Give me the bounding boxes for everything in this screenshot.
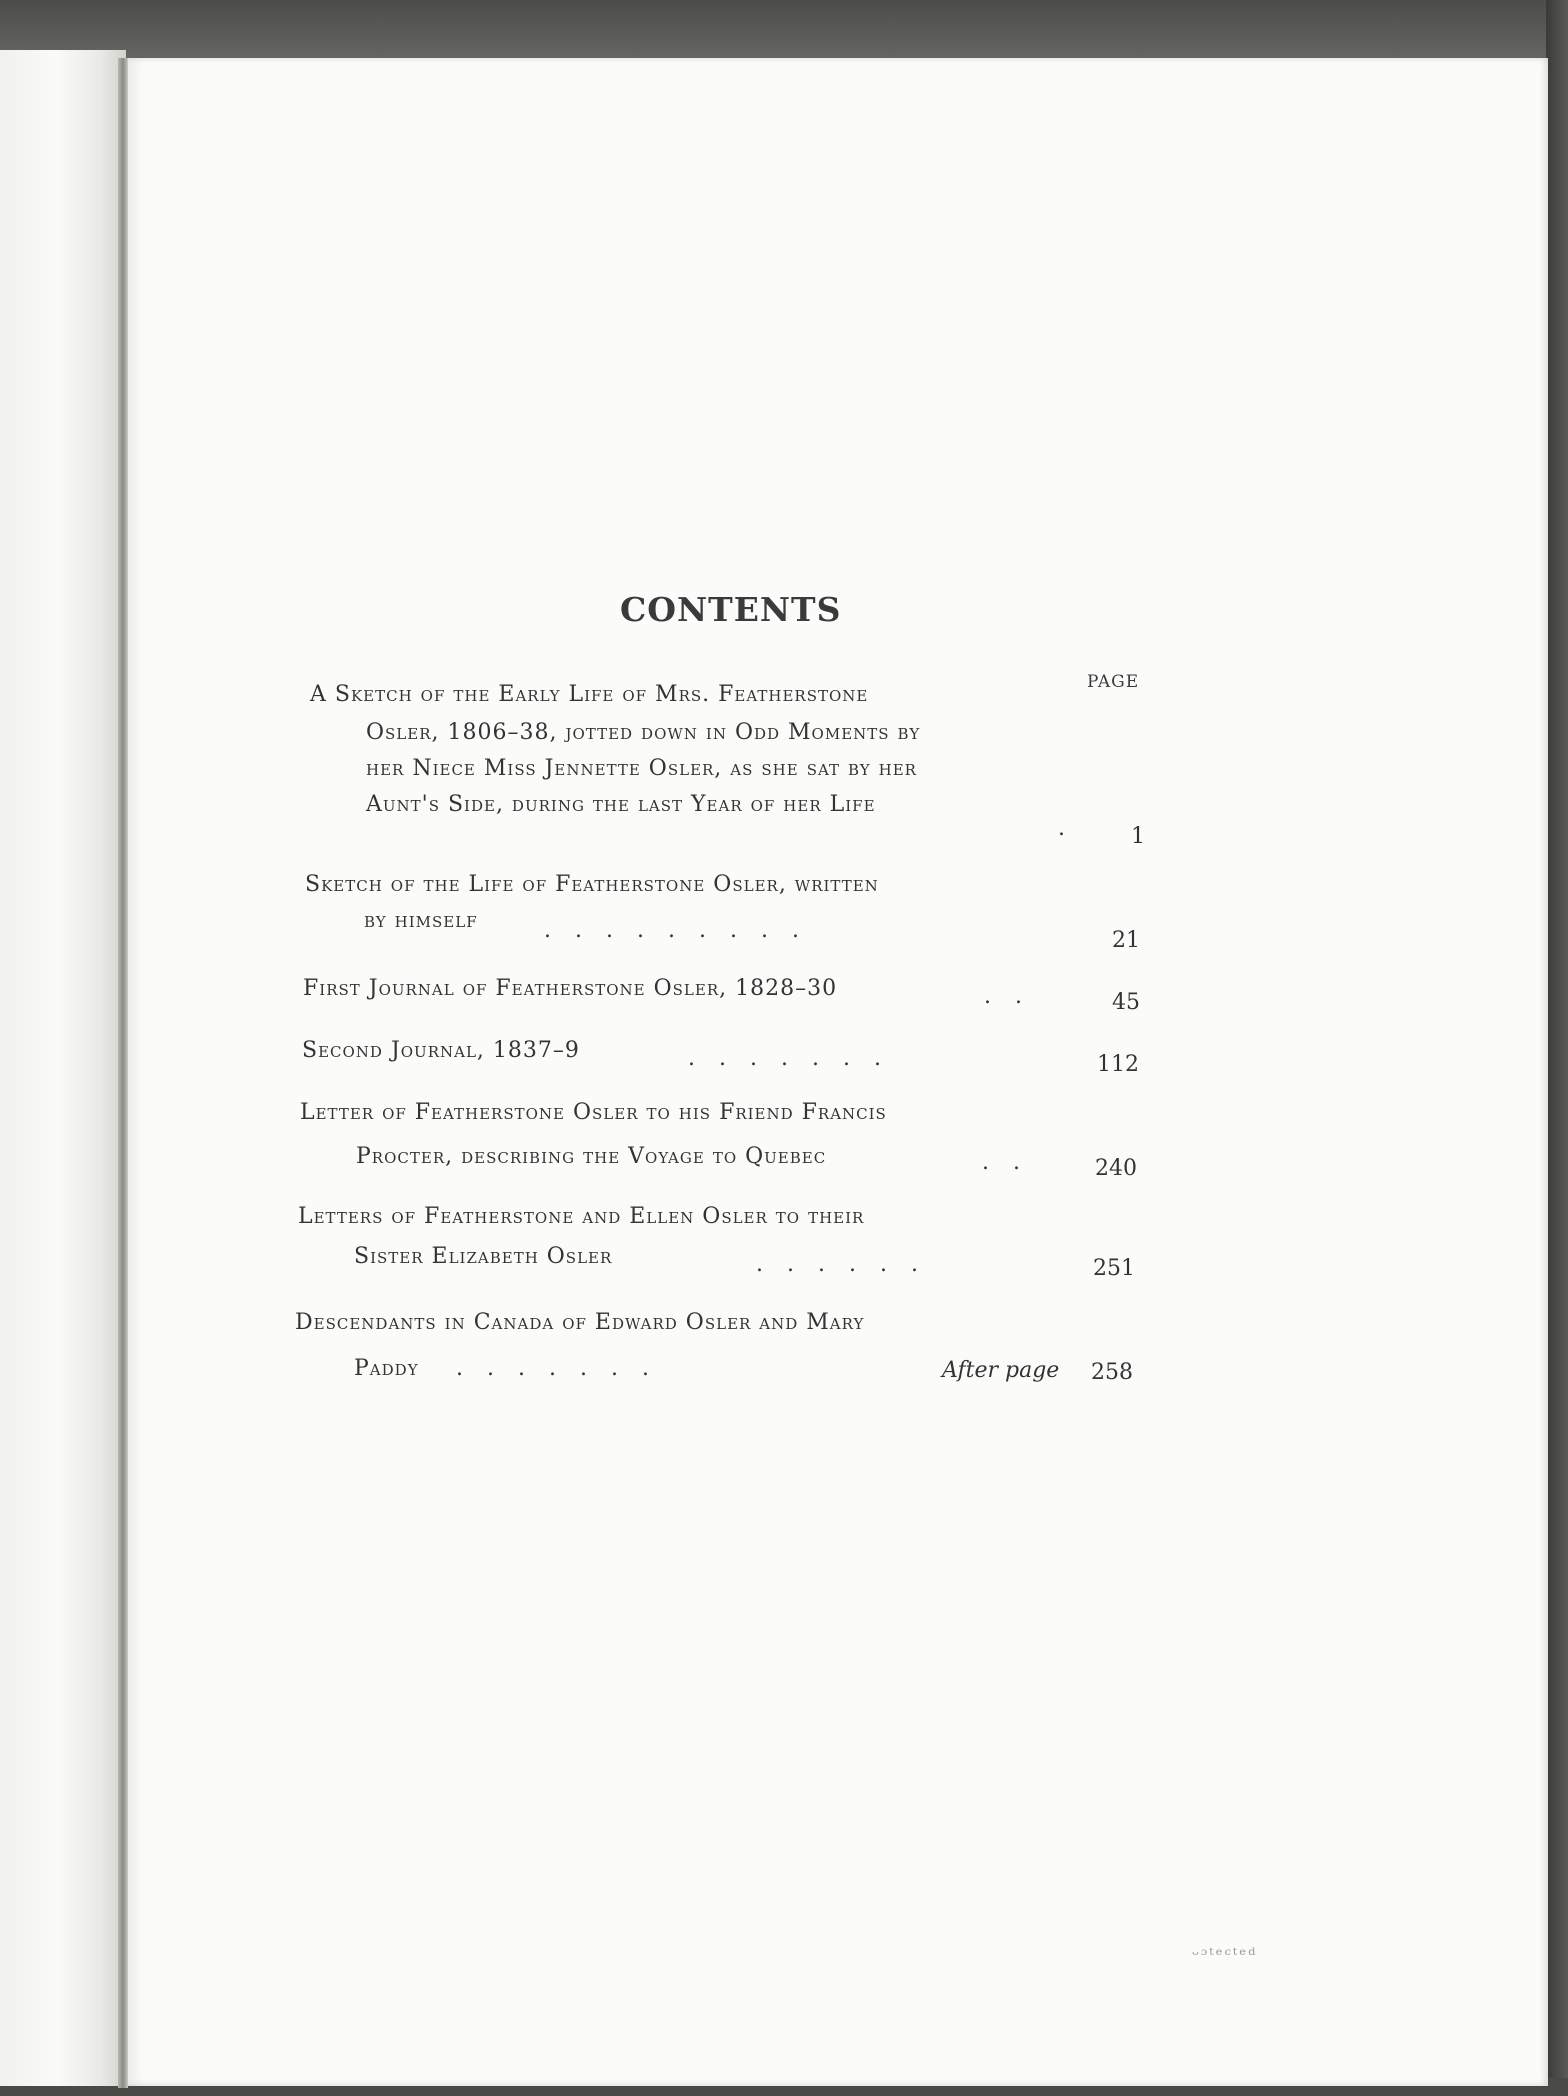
toc-entry-line: by himself (364, 908, 478, 933)
toc-page-number: 251 (1093, 1256, 1135, 1281)
leader-dots: .. (982, 1150, 1044, 1175)
leader-dots: ....... (688, 1046, 905, 1071)
toc-entry-line: Aunt's Side, during the last Year of her Life (366, 792, 876, 817)
toc-entry-line: Letters of Featherstone and Ellen Osler to their (298, 1204, 865, 1229)
toc-entry-line: Osler, 1806–38, jotted down in Odd Moments by (366, 720, 921, 745)
toc-entry-line: Descendants in Canada of Edward Osler and Mary (295, 1310, 865, 1335)
leader-dots: .. (984, 984, 1046, 1009)
toc-entry-line: her Niece Miss Jennette Osler, as she sat by her (366, 756, 917, 781)
toc-entry-line: A Sketch of the Early Life of Mrs. Featherstone (310, 682, 869, 707)
leader-dots: ...... (756, 1252, 942, 1277)
toc-page-number: 258 (1091, 1360, 1133, 1385)
toc-page-prefix: After page (942, 1358, 1060, 1383)
contents-heading: CONTENTS (620, 590, 842, 629)
leader-dots: ....... (456, 1356, 673, 1381)
page-column-label: PAGE (1087, 672, 1140, 692)
toc-entry-line: Second Journal, 1837–9 (302, 1038, 580, 1063)
toc-page-number: 112 (1097, 1052, 1139, 1077)
faint-stamp: ᵕᵓᵗᵉᶜᵗᵉᵈ (1192, 1945, 1258, 1966)
toc-entry-line: Paddy (354, 1356, 419, 1381)
leader-dots: ......... (544, 918, 823, 943)
toc-entry-line: Sketch of the Life of Featherstone Osler, written (305, 872, 879, 897)
toc-page-number: 1 (1131, 824, 1145, 849)
toc-page-number: 240 (1095, 1156, 1137, 1181)
toc-entry-line: Letter of Featherstone Osler to his Friend Francis (300, 1100, 887, 1125)
toc-entry-line: First Journal of Featherstone Osler, 1828–30 (303, 976, 838, 1001)
toc-page-number: 21 (1112, 928, 1140, 953)
toc-entry-line: Sister Elizabeth Osler (354, 1244, 613, 1269)
toc-page-number: 45 (1112, 990, 1140, 1015)
leader-dots: . (1058, 816, 1089, 841)
toc-entry-line: Procter, describing the Voyage to Quebec (356, 1144, 827, 1169)
